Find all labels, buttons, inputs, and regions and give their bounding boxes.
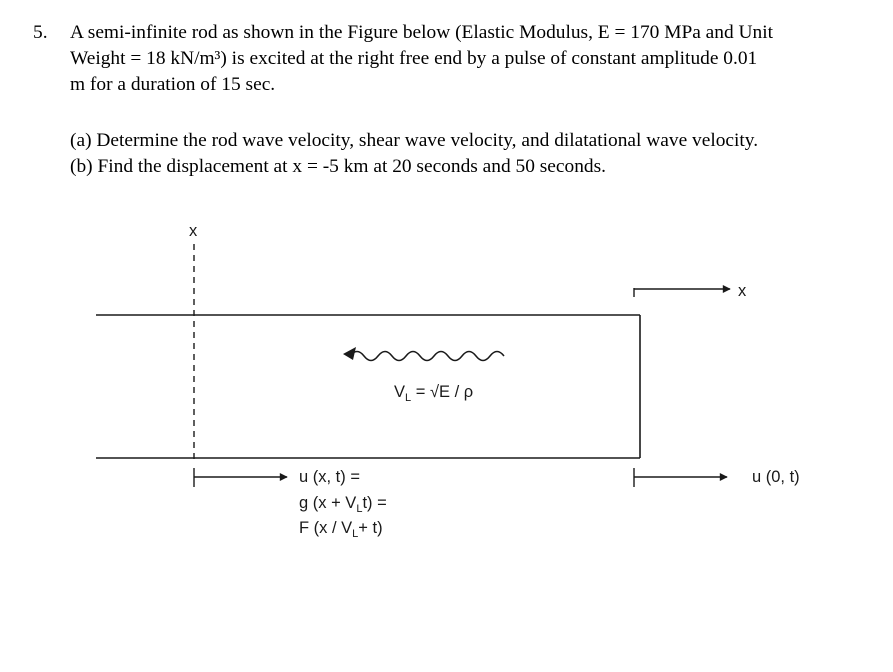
- wave-direction-arrowhead: [343, 347, 356, 360]
- end-displacement-label: u (0, t): [752, 468, 800, 486]
- wave-squiggle: [350, 352, 504, 361]
- right-x-label: x: [738, 282, 747, 300]
- part-a: (a) Determine the rod wave velocity, shear wave velocity, and dilatational wave velocity.: [70, 130, 759, 151]
- part-b: (b) Find the displacement at x = -5 km at 20 seconds and 50 seconds.: [70, 156, 606, 177]
- displacement-eq-line-3: F $(x / V_L+ t)$: [299, 519, 383, 540]
- statement-line-3: m for a duration of 15 sec.: [70, 74, 276, 95]
- problem-number: 5.: [33, 22, 48, 43]
- wave-velocity-label: $V_L = √E / \rho$: [394, 383, 474, 404]
- statement-line-1: A semi-infinite rod as shown in the Figure below (Elastic Modulus, E = 170 MPa and Unit: [70, 22, 773, 43]
- statement-line-2: Weight = 18 kN/m³) is excited at the right free end by a pulse of constant amplitude 0.01: [70, 48, 758, 69]
- left-x-label: x: [189, 222, 198, 240]
- displacement-eq-line-1: u (x, t) =: [299, 468, 360, 486]
- displacement-eq-line-2: g $(x + V_Lt)$ =: [299, 494, 387, 515]
